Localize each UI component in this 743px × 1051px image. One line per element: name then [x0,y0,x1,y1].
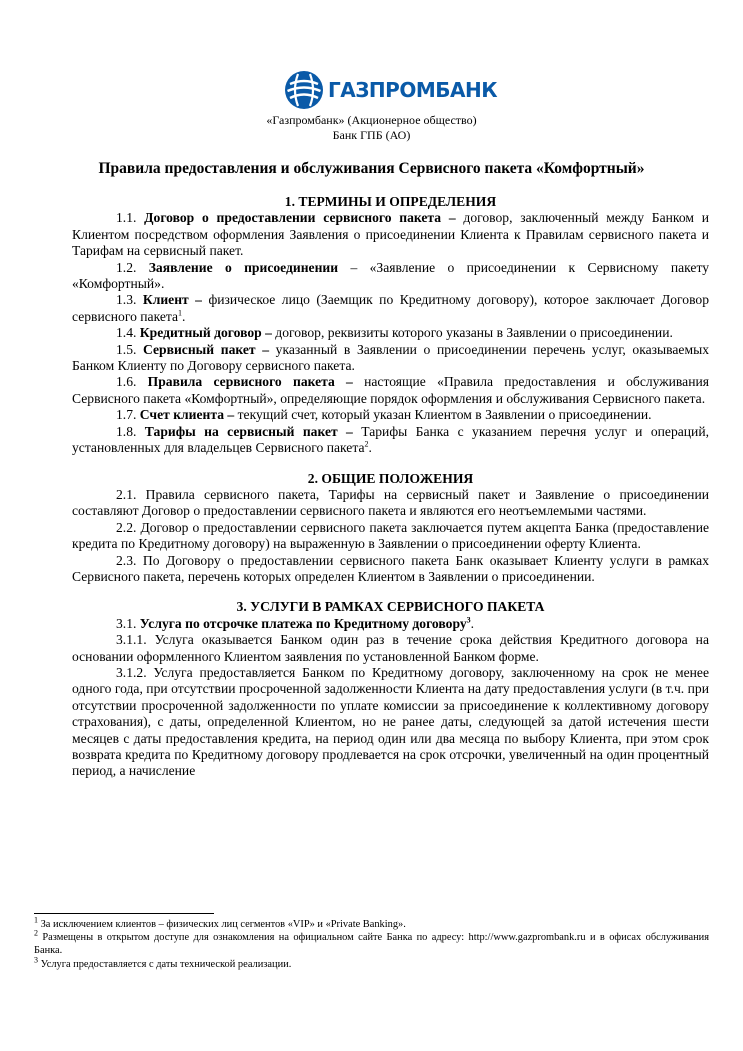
bank-logo [284,70,498,114]
clause-1-4 [72,325,709,341]
bank-logo-text: ГАЗПРОМБАНК [328,78,498,102]
clause-tail: . [470,615,475,631]
clause-term: Тарифы на сервисный пакет – [144,423,353,439]
footnote-1 [34,915,709,931]
clause-text: – «Заявление о присоединении к Сервисному пакету «Комфортный». [72,259,709,292]
footnote-3 [34,955,709,971]
clause-term: Услуга по отсрочке платежа по Кредитному договору [139,615,467,631]
footnote-text: Размещены в открытом доступе для ознакомления на официальном сайте Банка по адресу: http://www.gazprombank.ru и в офисах обслуживания Банка. [34,932,709,957]
clause-term: Заявление о присоединении [148,259,339,275]
clause-number: 1.2. [116,259,149,275]
clause-3-1-1: 3.1.1. Услуга оказывается Банком один раз в течение срока действия Кредитного договора на основании оформленного Клиентом заявления по установленной Банком форме. [72,632,709,664]
clause-term: Клиент – [142,292,202,308]
clause-term: Договор о предоставлении сервисного пакета – [144,210,456,226]
clause-number: 1.1. [116,210,145,226]
clause-number: 1.6. [116,374,148,390]
clause-number: 1.4. [116,325,140,341]
clause-1-6 [72,374,709,407]
clause-1-7 [72,407,709,423]
footnote-text: За исключением клиентов – физических лиц сегментов «VIP» и «Private Banking». [38,919,406,930]
clause-1-1 [72,210,709,259]
clause-number: 3.1. [116,615,140,631]
clause-1-2 [72,260,709,293]
clause-1-3: 1.3. Клиент – физическое лицо (Заемщик по Кредитному договору), которое заключает Договор сервисного пакета$^1$. [72,292,709,324]
clause-term: Кредитный договор – [139,325,272,341]
footnote-mark: 1 [34,915,38,925]
clause-text: договор, реквизиты которого указаны в Заявлении о присоединении. [271,325,673,341]
document-body [72,194,709,780]
clause-number: 1.5. [116,341,144,357]
section-1-title: 1. ТЕРМИНЫ И ОПРЕДЕЛЕНИЯ [284,194,497,209]
clause-text: Тарифы Банка с указанием перечня услуг и операций, установленных для владельцев Сервисного пакета [72,423,710,456]
clause-term: Сервисный пакет – [143,341,270,357]
clause-number: 1.7. [116,407,140,423]
org-short-name: Банк ГПБ (АО) [332,128,411,142]
clause-number: 1.3. [116,292,143,308]
document-title: Правила предоставления и обслуживания Сервисного пакета «Комфортный» [98,160,645,177]
section-2-title: 2. ОБЩИЕ ПОЛОЖЕНИЯ [307,470,474,486]
footnote-2 [34,928,709,957]
footnote-divider [34,913,214,914]
clause-2-2: 2.2. Договор о предоставлении сервисного пакета заключается путем акцепта Банка (предоставление кредита по Кредитному договору) на выраженную в Заявлении о присоединении оферту Клиента. [72,519,709,552]
clause-text: настоящие «Правила предоставления и обслуживания Сервисного пакета «Комфортный», определяющие порядок оформления и обслуживания Сервисного пакета. [72,374,709,406]
footnote-ref[interactable]: 1 [178,308,183,318]
clause-2-3: 2.3. По Договору о предоставлении сервисного пакета Банк оказывает Клиенту услуги в рамках Сервисного пакета, перечень которых определен Клиентом в Заявлении о присоединении. [72,552,709,584]
footnote-text: Услуга предоставляется с даты технической реализации. [38,958,292,970]
clause-text: физическое лицо (Заемщик по Кредитному договору), которое заключает Договор сервисного пакета [72,292,709,324]
clause-text: договор, заключенный между Банком и Клиентом посредством оформления Заявления о присоединении Клиента к Правилам сервисного пакета и Тарифам на сервисный пакет. [72,210,709,259]
clause-term: Счет клиента – [139,407,235,423]
footnote-mark: 3 [34,955,38,965]
org-name: «Газпромбанк» (Акционерное общество) [266,113,477,127]
clause-1-8: 1.8. Тарифы на сервисный пакет – Тарифы Банка с указанием перечня услуг и операций, установленных для владельцев Сервисного пакета$^2$. [72,423,710,456]
clause-1-5 [72,342,709,375]
gazprombank-globe-icon [284,70,324,110]
footnote-ref[interactable]: 2 [364,439,369,449]
clause-number: 1.8. [116,423,145,439]
clause-3-1-2: 3.1.2. Услуга предоставляется Банком по Кредитному договору, заключенному на срок не менее одного года, при отсутствии просроченной задолженности Клиента на дату предоставления услуги (в т.ч. при отсутствии просроченной задолженности по уплате комиссии за присоединение к коллективному договору страхования), с даты, определенной Клиентом, но не ранее даты, следующей за датой истечения шести месяцев с даты предоставления кредита, на период один или два месяца по выбору Клиента, при этом срок возврата кредита по Кредитному договору продлевается на срок отсрочки, увеличенный на один процентный период, а начисление [72,664,709,779]
footnote-mark: 2 [34,928,38,938]
clause-3-1 [72,616,709,632]
clause-2-1: 2.1. Правила сервисного пакета, Тарифы на сервисный пакет и Заявление о присоединении составляют Договор о предоставлении сервисного пакета и являются его неотъемлемыми частями. [72,486,709,519]
footnote-ref[interactable]: 3 [466,615,471,625]
clause-text: указанный в Заявлении о присоединении перечень услуг, оказываемых Банком Клиенту по Договору сервисного пакета. [72,341,709,374]
clause-text: текущий счет, который указан Клиентом в Заявлении о присоединении. [234,407,652,423]
clause-term: Правила сервисного пакета – [147,374,353,390]
section-3-title: 3. УСЛУГИ В РАМКАХ СЕРВИСНОГО ПАКЕТА [236,599,545,615]
footnotes [34,913,709,971]
